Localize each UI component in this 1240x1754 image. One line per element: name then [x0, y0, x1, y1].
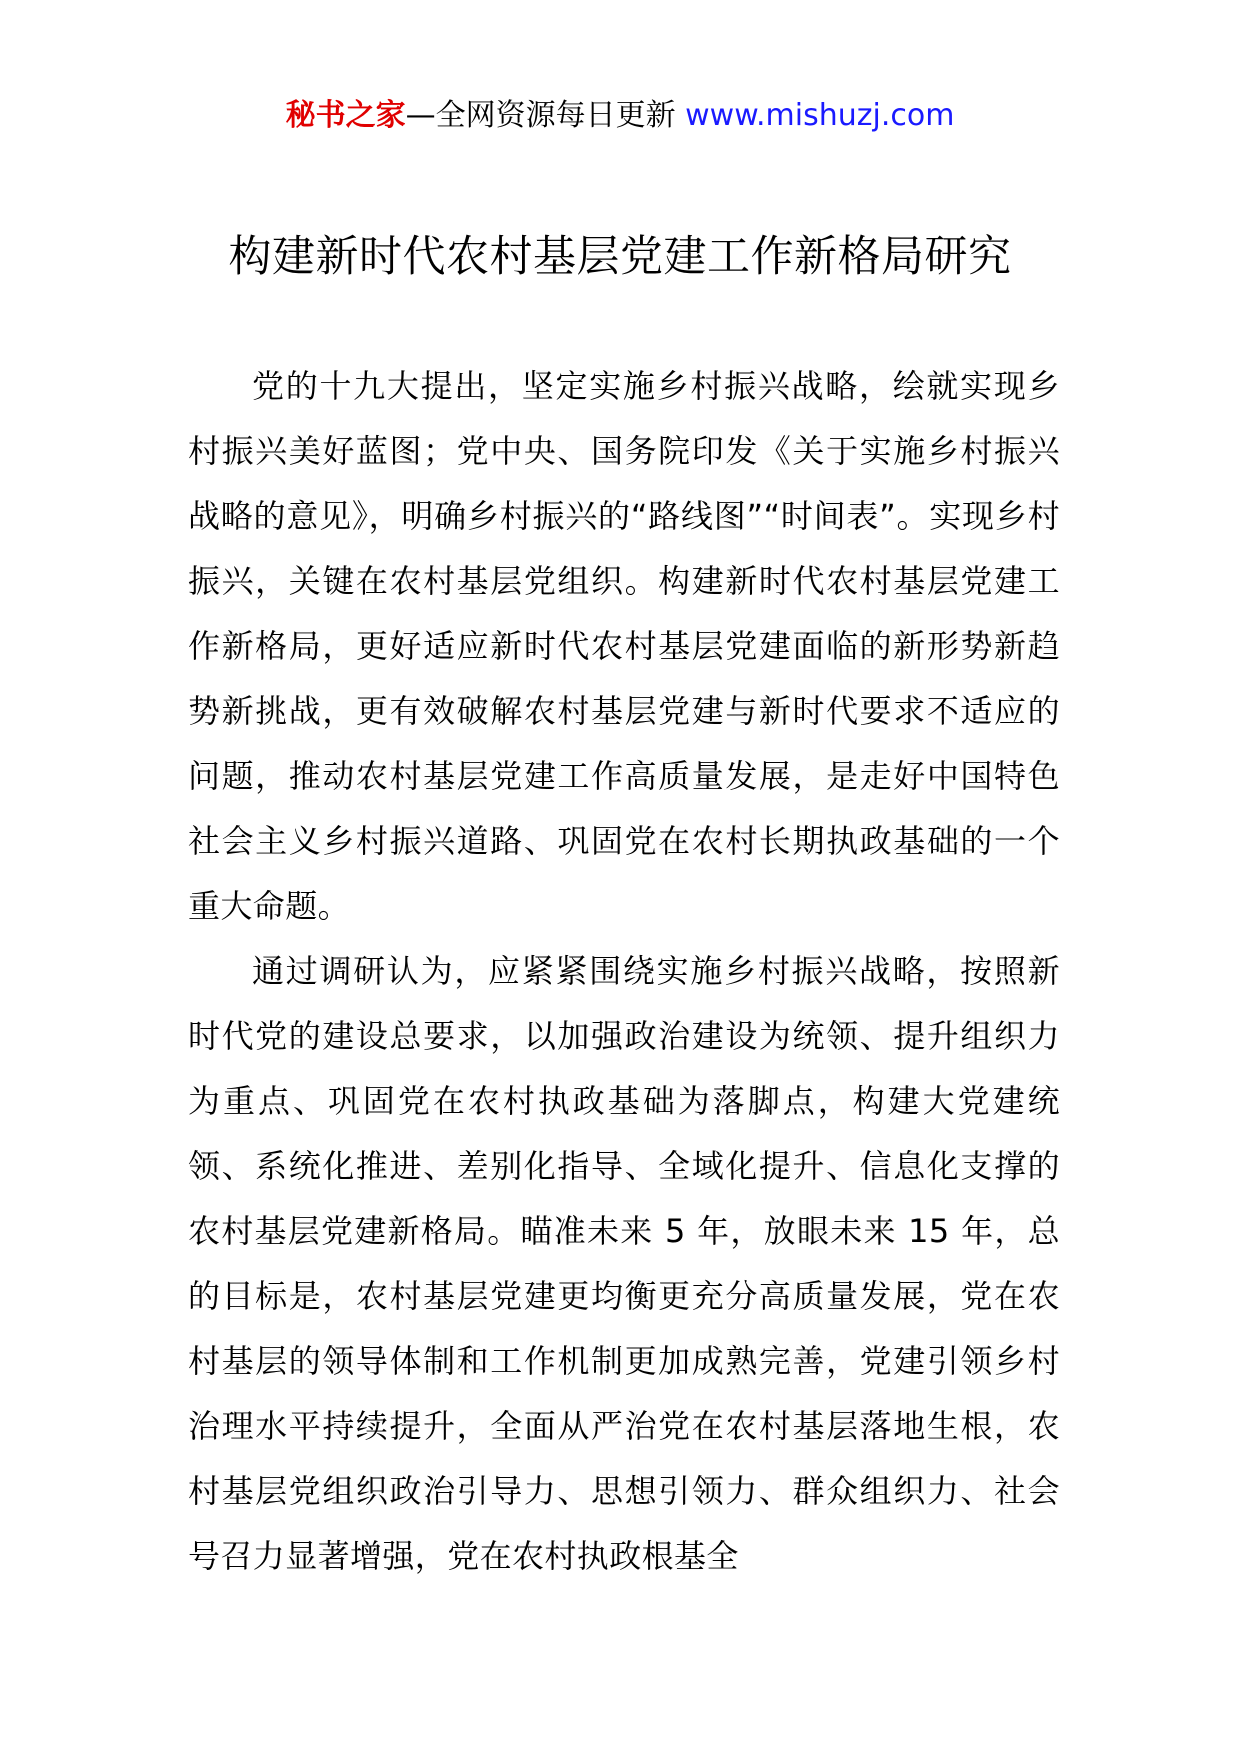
document-body [188, 354, 1060, 1589]
site-tagline: —全网资源每日更新 [405, 98, 676, 133]
paragraph-2: 通过调研认为，应紧紧围绕实施乡村振兴战略，按照新时代党的建设总要求，以加强政治建设为统领、提升组织力为重点、巩固党在农村执政基础为落脚点，构建大党建统领、系统化推进、差别化指导、全域化提升、信息化支撑的农村基层党建新格局。瞄准未来 5 年，放眼未来 15 年，总的目标是，农村基层党建更均衡更充分高质量发展，党在农村基层的领导体制和工作机制更加成熟完善，党建引领乡村治理水平持续提升，全面从严治党在农村基层落地生根，农村基层党组织政治引导力、思想引领力、群众组织力、社会号召力显著增强，党在农村执政根基全 [188, 952, 1060, 1575]
document-title: 构建新时代农村基层党建工作新格局研究 [228, 232, 1012, 282]
site-url-link[interactable]: www.mishuzj.com [685, 98, 955, 133]
site-brand: 秘书之家 [285, 98, 406, 133]
site-header [0, 96, 1240, 136]
paragraph-1: 党的十九大提出，坚定实施乡村振兴战略，绘就实现乡村振兴美好蓝图；党中央、国务院印发《关于实施乡村振兴战略的意见》，明确乡村振兴的“路线图”“时间表”。实现乡村振兴，关键在农村基层党组织。构建新时代农村基层党建工作新格局，更好适应新时代农村基层党建面临的新形势新趋势新挑战，更有效破解农村基层党建与新时代要求不适应的问题，推动农村基层党建工作高质量发展，是走好中国特色社会主义乡村振兴道路、巩固党在农村长期执政基础的一个重大命题。 [188, 367, 1060, 925]
